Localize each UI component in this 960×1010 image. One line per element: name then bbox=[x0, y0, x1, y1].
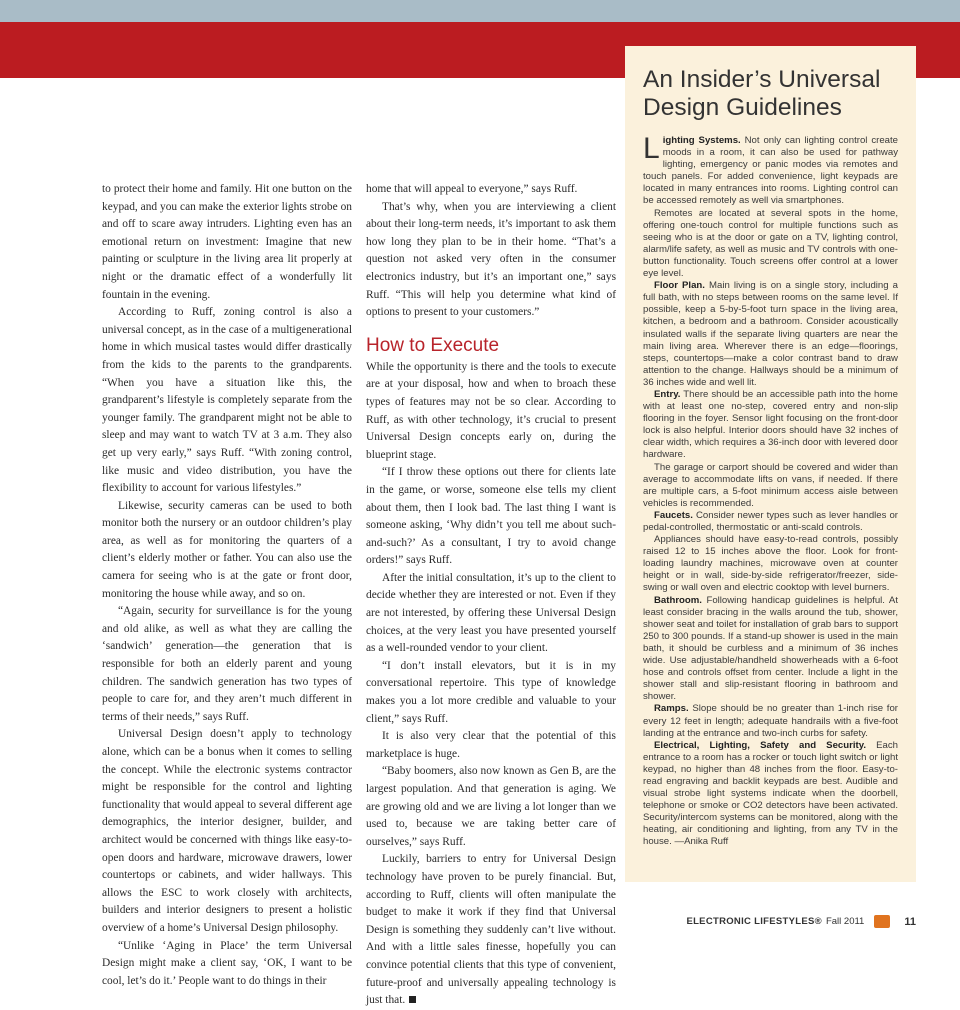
article-paragraph: home that will appeal to everyone,” says Ruff. bbox=[366, 183, 578, 195]
sidebar-item bbox=[643, 740, 898, 849]
sidebar-box bbox=[625, 46, 916, 882]
sidebar-item bbox=[643, 208, 898, 281]
sidebar-item bbox=[643, 703, 898, 739]
sidebar-item-text: Slope should be no greater than 1-inch rise for every 12 feet in length; adequate handrails with a five-foot landing at the entrance and two-inch curbs for safety. bbox=[643, 703, 898, 739]
sidebar-item-text: The garage or carport should be covered and wider than average to accommodate lifts on vans, if needed. If there are multiple cars, a 5-foot minimum access aisle between vehicles is recommended. bbox=[643, 461, 898, 509]
section-heading: How to Execute bbox=[366, 334, 500, 356]
sidebar-item-head: ighting Systems. bbox=[662, 135, 741, 146]
article-paragraph: After the initial consultation, it’s up to the client to decide whether they are interested or not. Even if they are not interested, by offering these Universal Design choices, at the very least you have presented yourself as a well-rounded vendor to your client. bbox=[366, 571, 616, 655]
article-paragraph: “I don’t install elevators, but it is in my conversational repertoire. This type of knowledge makes you a lot more credible and valuable to your client,” says Ruff. bbox=[366, 659, 616, 725]
sidebar-body bbox=[643, 132, 899, 849]
sidebar-item-head: Ramps. bbox=[654, 703, 689, 715]
sidebar-item bbox=[643, 389, 898, 462]
sidebar-item-head: Entry. bbox=[654, 388, 681, 400]
article-paragraph: It is also very clear that the potential of this marketplace is huge. bbox=[366, 730, 616, 760]
sidebar-title: An Insider’s Universal Design Guidelines bbox=[643, 66, 881, 121]
end-mark-icon bbox=[409, 996, 416, 1003]
issue-date: Fall 2011 bbox=[825, 916, 865, 927]
sidebar-item bbox=[643, 595, 898, 704]
sidebar-item-text: Remotes are located at several spots in the home, offering one-touch control for multiple functions such as seeing who is at the door or gate on a TV, lighting control, alarm/life safety, as well as music and TV controls with one-button functionality. Touch screens offer control at a lower eye level. bbox=[643, 207, 898, 280]
sidebar-item bbox=[643, 280, 898, 389]
sidebar-item-text: Each entrance to a room has a rocker or touch light switch or light keypad, no higher than 48 inches from the floor. Easy-to-read engraving and backlit keypads are best. Audible and visual strobe light systems indicate when the doorbell, telephone or smoke or CO2 detectors have been activated. Security/intercom systems can be monitored, along with the heating, air conditioning and lighting, from any TV in the house. —Anika Ruff bbox=[643, 739, 898, 848]
article-paragraph: “Unlike ‘Aging in Place’ the term Universal Design might make a client say, ‘OK, I want to be cool, let’s do it.’ People want to do things in their bbox=[102, 939, 352, 987]
article-paragraph: to protect their home and family. Hit one button on the keypad, and you can make the exterior lights strobe on and off to scare away intruders. Lighting even has an emotional return on investment: Imagine that new painting or sculpture in the living area lit properly at night or the dramatic effect of a wonderfully lit fountain in the evening. bbox=[102, 183, 352, 301]
sidebar-item-text: Not only can lighting control create moods in a room, it can also be used for pathway lighting, emergency or panic modes via remotes and touch panels. For added convenience, light keypads are located in many entrances into rooms. Lighting control can be accessed remotely as well via smartphones. bbox=[643, 135, 899, 207]
article-paragraph: That’s why, when you are interviewing a client about their long-term needs, it’s important to ask them how long they plan to be in their home. “That’s a question not asked very often in the consumer electronics industry, but it’s an important one,” says Ruff. “This will help you determine what kind of options to present to your customers.” bbox=[366, 200, 616, 319]
article-paragraph-text: Luckily, barriers to entry for Universal Design technology have proven to be purely financial. But, according to Ruff, clients will often manipulate the budget to make it work if they find that Universal Design is something they suddenly can’t live without. And with a little sales finesse, hopefully you can convince potential clients that this type of convenient, future-proof and universally appealing technology is just that. bbox=[366, 853, 616, 1007]
article-paragraph bbox=[366, 851, 616, 1009]
sidebar-item-head: Faucets. bbox=[654, 509, 693, 521]
article-paragraph: According to Ruff, zoning control is also a universal concept, as in the case of a multigenerational home in which musical tastes would differ drastically from the kids to the parents to the grandparents. “When you have a situation like this, the grandparent’s lifestyle is completely separate from the younger family. The grandparent might not be able to sleep and may want to watch TV at 3 a.m. They also get up very early,” says Ruff. “With zoning control, like music and video distribution, you have the flexibility to account for various lifestyles.” bbox=[102, 306, 352, 495]
sidebar-item bbox=[643, 510, 898, 534]
top-color-band bbox=[0, 0, 960, 22]
sidebar-item-text: Consider newer types such as lever handles or pedal-controlled, thermostatic or anti-scald controls. bbox=[643, 509, 898, 533]
magazine-logo-icon bbox=[874, 915, 890, 928]
page-number: 11 bbox=[904, 915, 916, 928]
article-paragraph: “Baby boomers, also now known as Gen B, are the largest population. And that generation is aging. We are growing old and we are living a lot longer than we used to, because we are taking better care of ourselves,” says Ruff. bbox=[366, 765, 616, 848]
article-paragraph: Likewise, security cameras can be used to both monitor both the nursery or an outdoor children’s play area, as well as for monitoring the quarters of a client’s elderly mother or father. You can also use the camera for seeing who is at the gate or front door, monitoring the house while away, and so on. bbox=[102, 499, 352, 600]
sidebar-item-text: There should be an accessible path into the home with at least one no-step, covered entry and non-slip flooring in the foyer. Sensor light focusing on the front-door lock is also helpful. Interior doors should have 32 inches of clear width, which requires a 36-inch door with levered door hardware. bbox=[643, 388, 898, 461]
article-paragraph: While the opportunity is there and the tools to execute are at your disposal, how and when to broach these types of features may not be so clear. According to Ruff, as with other technology, it’s crucial to present Universal Design concepts early on, during the blueprint stage. bbox=[366, 360, 616, 461]
article-paragraph: Universal Design doesn’t apply to technology alone, which can be a bonus when it comes to selling the concept. While the electronic systems contractor might be responsible for the control and lighting functionality that would appeal to several different age demographics, the interior designer, builder, and architect would be concerned with things like easy-to-open doors and hardware, microwave drawers, lower countertops or cabinets, and wider hallways. This allows the ESC to work closely with architects, builders and interior designers to present a holistic overview of a home’s Universal Design philosophy. bbox=[102, 728, 352, 934]
publication-name: ELECTRONIC LIFESTYLES® bbox=[686, 916, 822, 927]
sidebar-item bbox=[643, 132, 899, 208]
article-paragraph: “Again, security for surveillance is for the young and old alike, as well as what they are calling the ‘sandwich’ generation—the generation that is responsible for both an elderly parent and young children. The sandwich generation has two types of people to care for, and they aren’t much different in terms of their needs,” says Ruff. bbox=[102, 605, 352, 723]
sidebar-item bbox=[643, 534, 898, 594]
sidebar-item-head: Floor Plan. bbox=[654, 280, 705, 292]
sidebar-item-head: Electrical, Lighting, Safety and Security. bbox=[654, 739, 866, 751]
article-column-2 bbox=[366, 181, 616, 1010]
sidebar-item-text: Appliances should have easy-to-read controls, possibly raised 12 to 15 inches above the floor. Look for front-loading laundry machines, microwave oven at counter height or in wall, side-by-side refrigerator/freezer, side-swing or wall oven and electric cooktop with level burners. bbox=[643, 534, 898, 594]
sidebar-item bbox=[643, 462, 898, 510]
sidebar-item-text: Following handicap guidelines is helpful. At least consider bracing in the walls around the tub, shower, shower seat and toilet for installation of grab bars to support 250 to 300 pounds. If a stand-up shower is used in the main bath, it should be curbless and a minimum of 36 inches wide. Use adjustable/handheld showerheads with a 6-foot hose and controls offset from center. Include a light in the shower stall and slip-resistant flooring in bathroom and shower. bbox=[643, 594, 898, 703]
page-footer bbox=[686, 915, 916, 928]
article-column-1 bbox=[102, 181, 352, 990]
article-paragraph: “If I throw these options out there for clients late in the game, or worse, someone else tells my client about them, then I look bad. The last thing I want is someone asking, ‘Why didn’t you tell me about such-and-such?’ As a consultant, I try to avoid change orders!” says Ruff. bbox=[366, 466, 616, 567]
sidebar-item-head: Bathroom. bbox=[654, 594, 702, 606]
sidebar-item-text: Main living is on a single story, including a full bath, with no steps between rooms on the same level. If possible, keep a 5-by-5-foot turn space in the living area, kitchen, a bedroom and a bathroom. Consider acoustically insulated walls if the separate living quarters are near the main living area. Wherever there is an edge—floorings, steps, countertops—make a color contrast band to draw attention to the change. Hallways should be a minimum of 36 inches wide and well lit. bbox=[643, 280, 898, 388]
dropcap: L bbox=[643, 132, 660, 165]
